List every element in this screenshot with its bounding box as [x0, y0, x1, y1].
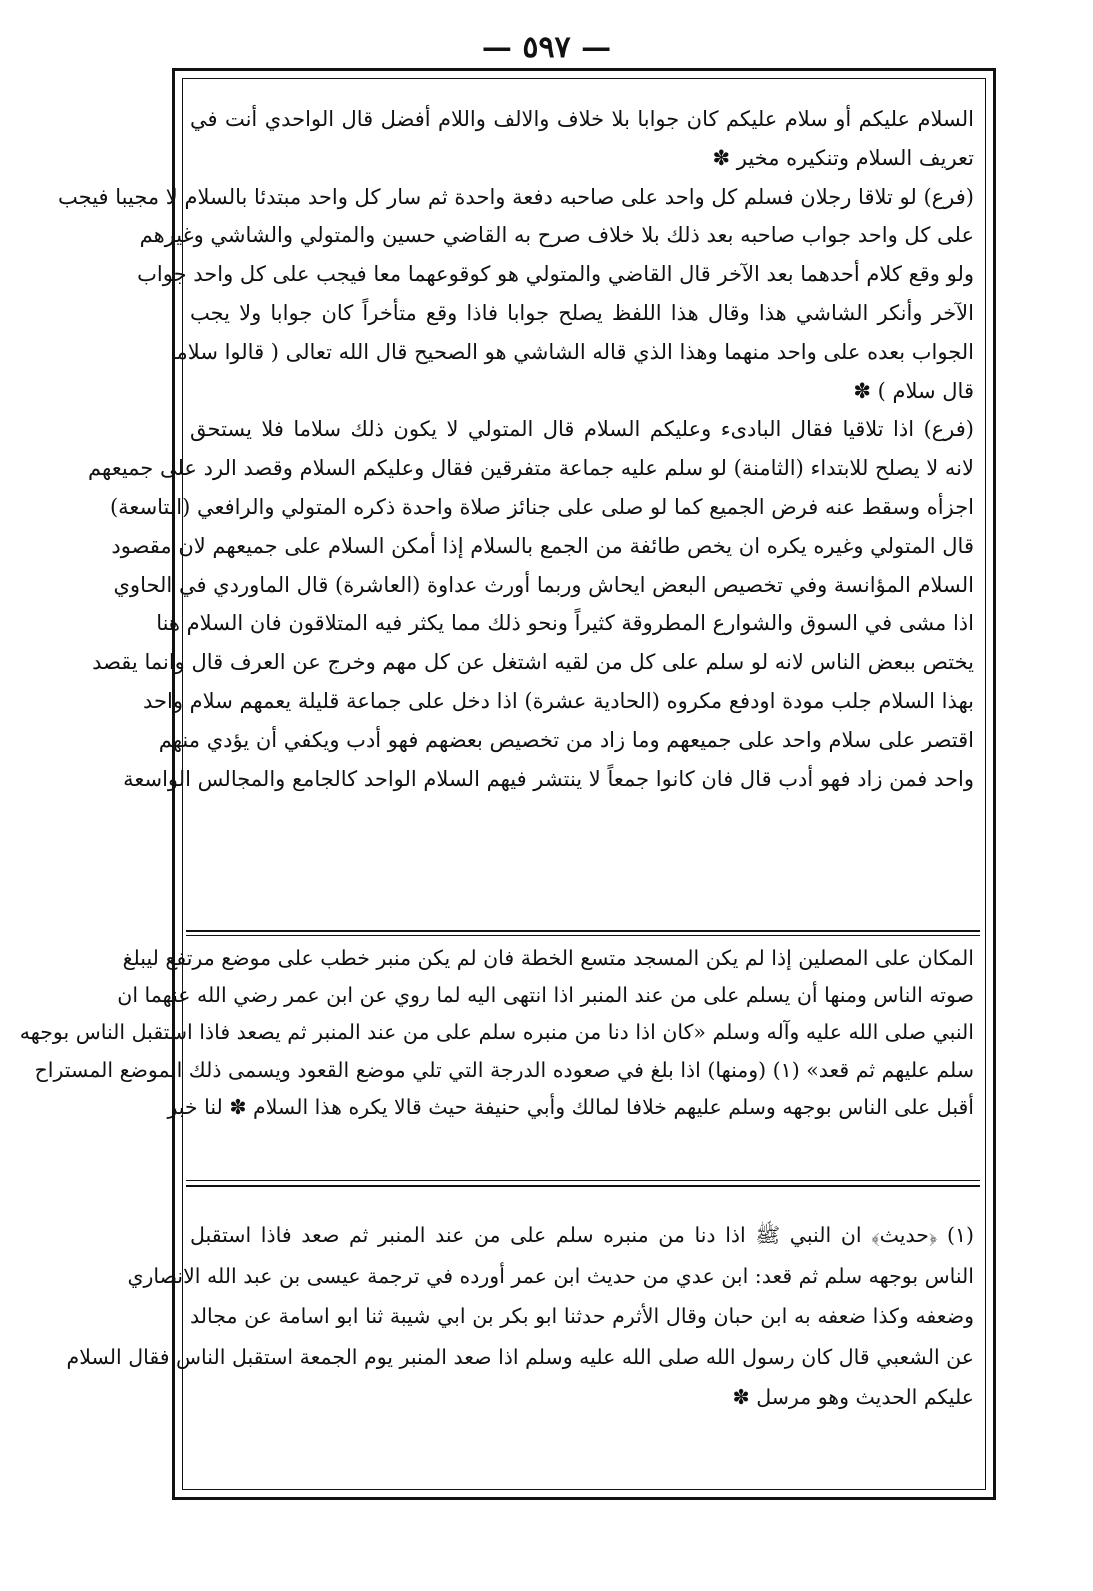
main-text-line: اذا مشى في السوق والشوارع المطروقة كثيراً ونحو ذلك مما يكثر فيه المتلاقون فان السلام هنا: [156, 611, 974, 636]
main-text-line: السلام المؤانسة وفي تخصيص البعض ايحاش وربما أورث عداوة (العاشرة) قال الماوردي في الحاوي: [113, 572, 974, 597]
footnote-block: [66, 1215, 974, 1418]
main-text-line: على كل واحد جواب صاحبه بعد ذلك بلا خلاف صرح به القاضي حسين والمتولي والشاشي وغيرهم: [139, 223, 974, 248]
secondary-text-line: أقبل على الناس بوجهه وسلم عليهم خلافا لمالك وأبي حنيفة حيث قالا يكره هذا السلام ✽ لنا خبر: [167, 1094, 974, 1119]
main-text-line: السلام عليكم أو سلام عليكم كان جوابا بلا خلاف والالف واللام أفضل قال الواحدي أنت في: [190, 107, 974, 131]
footnote-line: الناس بوجهه سلم ثم قعد: ابن عدي من حديث ابن عمر أورده في ترجمة عيسى بن عبد الله الانصاري: [127, 1263, 974, 1288]
footnote-divider-thin: [186, 1180, 980, 1181]
main-text-line: (فرع) اذا تلاقيا فقال البادىء وعليكم السلام قال المتولي لا يكون ذلك سلاما فلا يستحق: [190, 417, 974, 442]
main-text-line: (فرع) لو تلاقا رجلان فسلم كل واحد على صاحبه دفعة واحدة ثم سار كل واحد مبتدئا بالسلام لا مجيبا فيجب: [58, 184, 974, 209]
page-number: — ٥٩٧ —: [481, 30, 612, 65]
main-text-line: قال المتولي وغيره يكره ان يخص طائفة من الجمع بالسلام إذا أمكن السلام على جميعهم لان مقصود: [111, 533, 974, 558]
main-text-line: ولو وقع كلام أحدهما بعد الآخر قال القاضي والمتولي هو كوقوعهما معا فيجب على كل واحد جواب: [137, 262, 974, 287]
section-divider: [186, 930, 980, 932]
secondary-text-line: المكان على المصلين إذا لم يكن المسجد متسع الخطة فان لم يكن منبر خطب على موضع مرتفع ليبلغ: [122, 946, 974, 970]
main-text-line: يختص ببعض الناس لانه لو سلم على كل من لقيه اشتغل عن كل مهم وخرج عن العرف قال وانما يقصد: [92, 650, 974, 675]
footnote-divider: [186, 1185, 980, 1187]
footnote-line: عليكم الحديث وهو مرسل ✽: [732, 1385, 974, 1409]
secondary-text-line: سلم عليهم ثم قعد» (١) (ومنها) اذا بلغ في صعوده الدرجة التي تلي موضع القعود ويسمى ذلك الموضع المستراح: [34, 1057, 974, 1082]
footnote-line: عن الشعبي قال كان رسول الله صلى الله عليه وسلم اذا صعد المنبر يوم الجمعة استقبل الناس فقال السلام: [66, 1344, 974, 1369]
main-text-line: الآخر وأنكر الشاشي هذا وقال هذا اللفظ يصلح جوابا فاذا وقع متأخراً كان جوابا ولا يجب: [190, 300, 974, 325]
section-divider-thin: [186, 935, 980, 936]
main-text-line: بهذا السلام جلب مودة اودفع مكروه (الحادية عشرة) اذا دخل على جماعة قليلة يعمهم سلام واحد: [143, 688, 974, 713]
secondary-text-block: [19, 940, 974, 1126]
main-text-line: الجواب بعده على واحد منهما وهذا الذي قاله الشاشي هو الصحيح قال الله تعالى ( قالوا سلاما: [170, 339, 974, 364]
secondary-text-line: صوته الناس ومنها أن يسلم على من عند المنبر اذا انتهى اليه لما روي عن ابن عمر رضي الله عنهما ان: [117, 983, 974, 1008]
main-text-line: اقتصر على سلام واحد على جميعهم وما زاد من تخصيص بعضهم فهو أدب ويكفي أن يؤدي منهم: [158, 727, 974, 752]
secondary-text-line: النبي صلى الله عليه وآله وسلم «كان اذا دنا من منبره سلم على من عند المنبر ثم يصعد فاذا استقبل الناس بوجهه: [19, 1020, 974, 1045]
main-text-block: [58, 100, 974, 798]
footnote-line: وضعفه وكذا ضعفه به ابن حبان وقال الأثرم حدثنا ابو بكر بن ابي شيبة ثنا ابو اسامة عن مجالد: [190, 1304, 974, 1328]
main-text-line: تعريف السلام وتنكيره مخير ✽: [712, 145, 974, 170]
main-text-line: لانه لا يصلح للابتداء (الثامنة) لو سلم عليه جماعة متفرقين فقال وعليكم السلام وقصد الرد على جميعهم: [88, 456, 974, 481]
main-text-line: قال سلام ) ✽: [853, 378, 974, 403]
footnote-line: (١) ﴿حديث﴾ ان النبي ﷺ اذا دنا من منبره سلم على من عند المنبر ثم صعد فاذا استقبل: [190, 1223, 974, 1247]
main-text-line: واحد فمن زاد فهو أدب قال فان كانوا جمعاً لا ينتشر فيهم السلام الواحد كالجامع والمجالس الواسعة: [123, 766, 974, 791]
main-text-line: اجزأه وسقط عنه فرض الجميع كما لو صلى على جنائز صلاة واحدة ذكره المتولي والرافعي (التاسعة): [109, 494, 974, 519]
